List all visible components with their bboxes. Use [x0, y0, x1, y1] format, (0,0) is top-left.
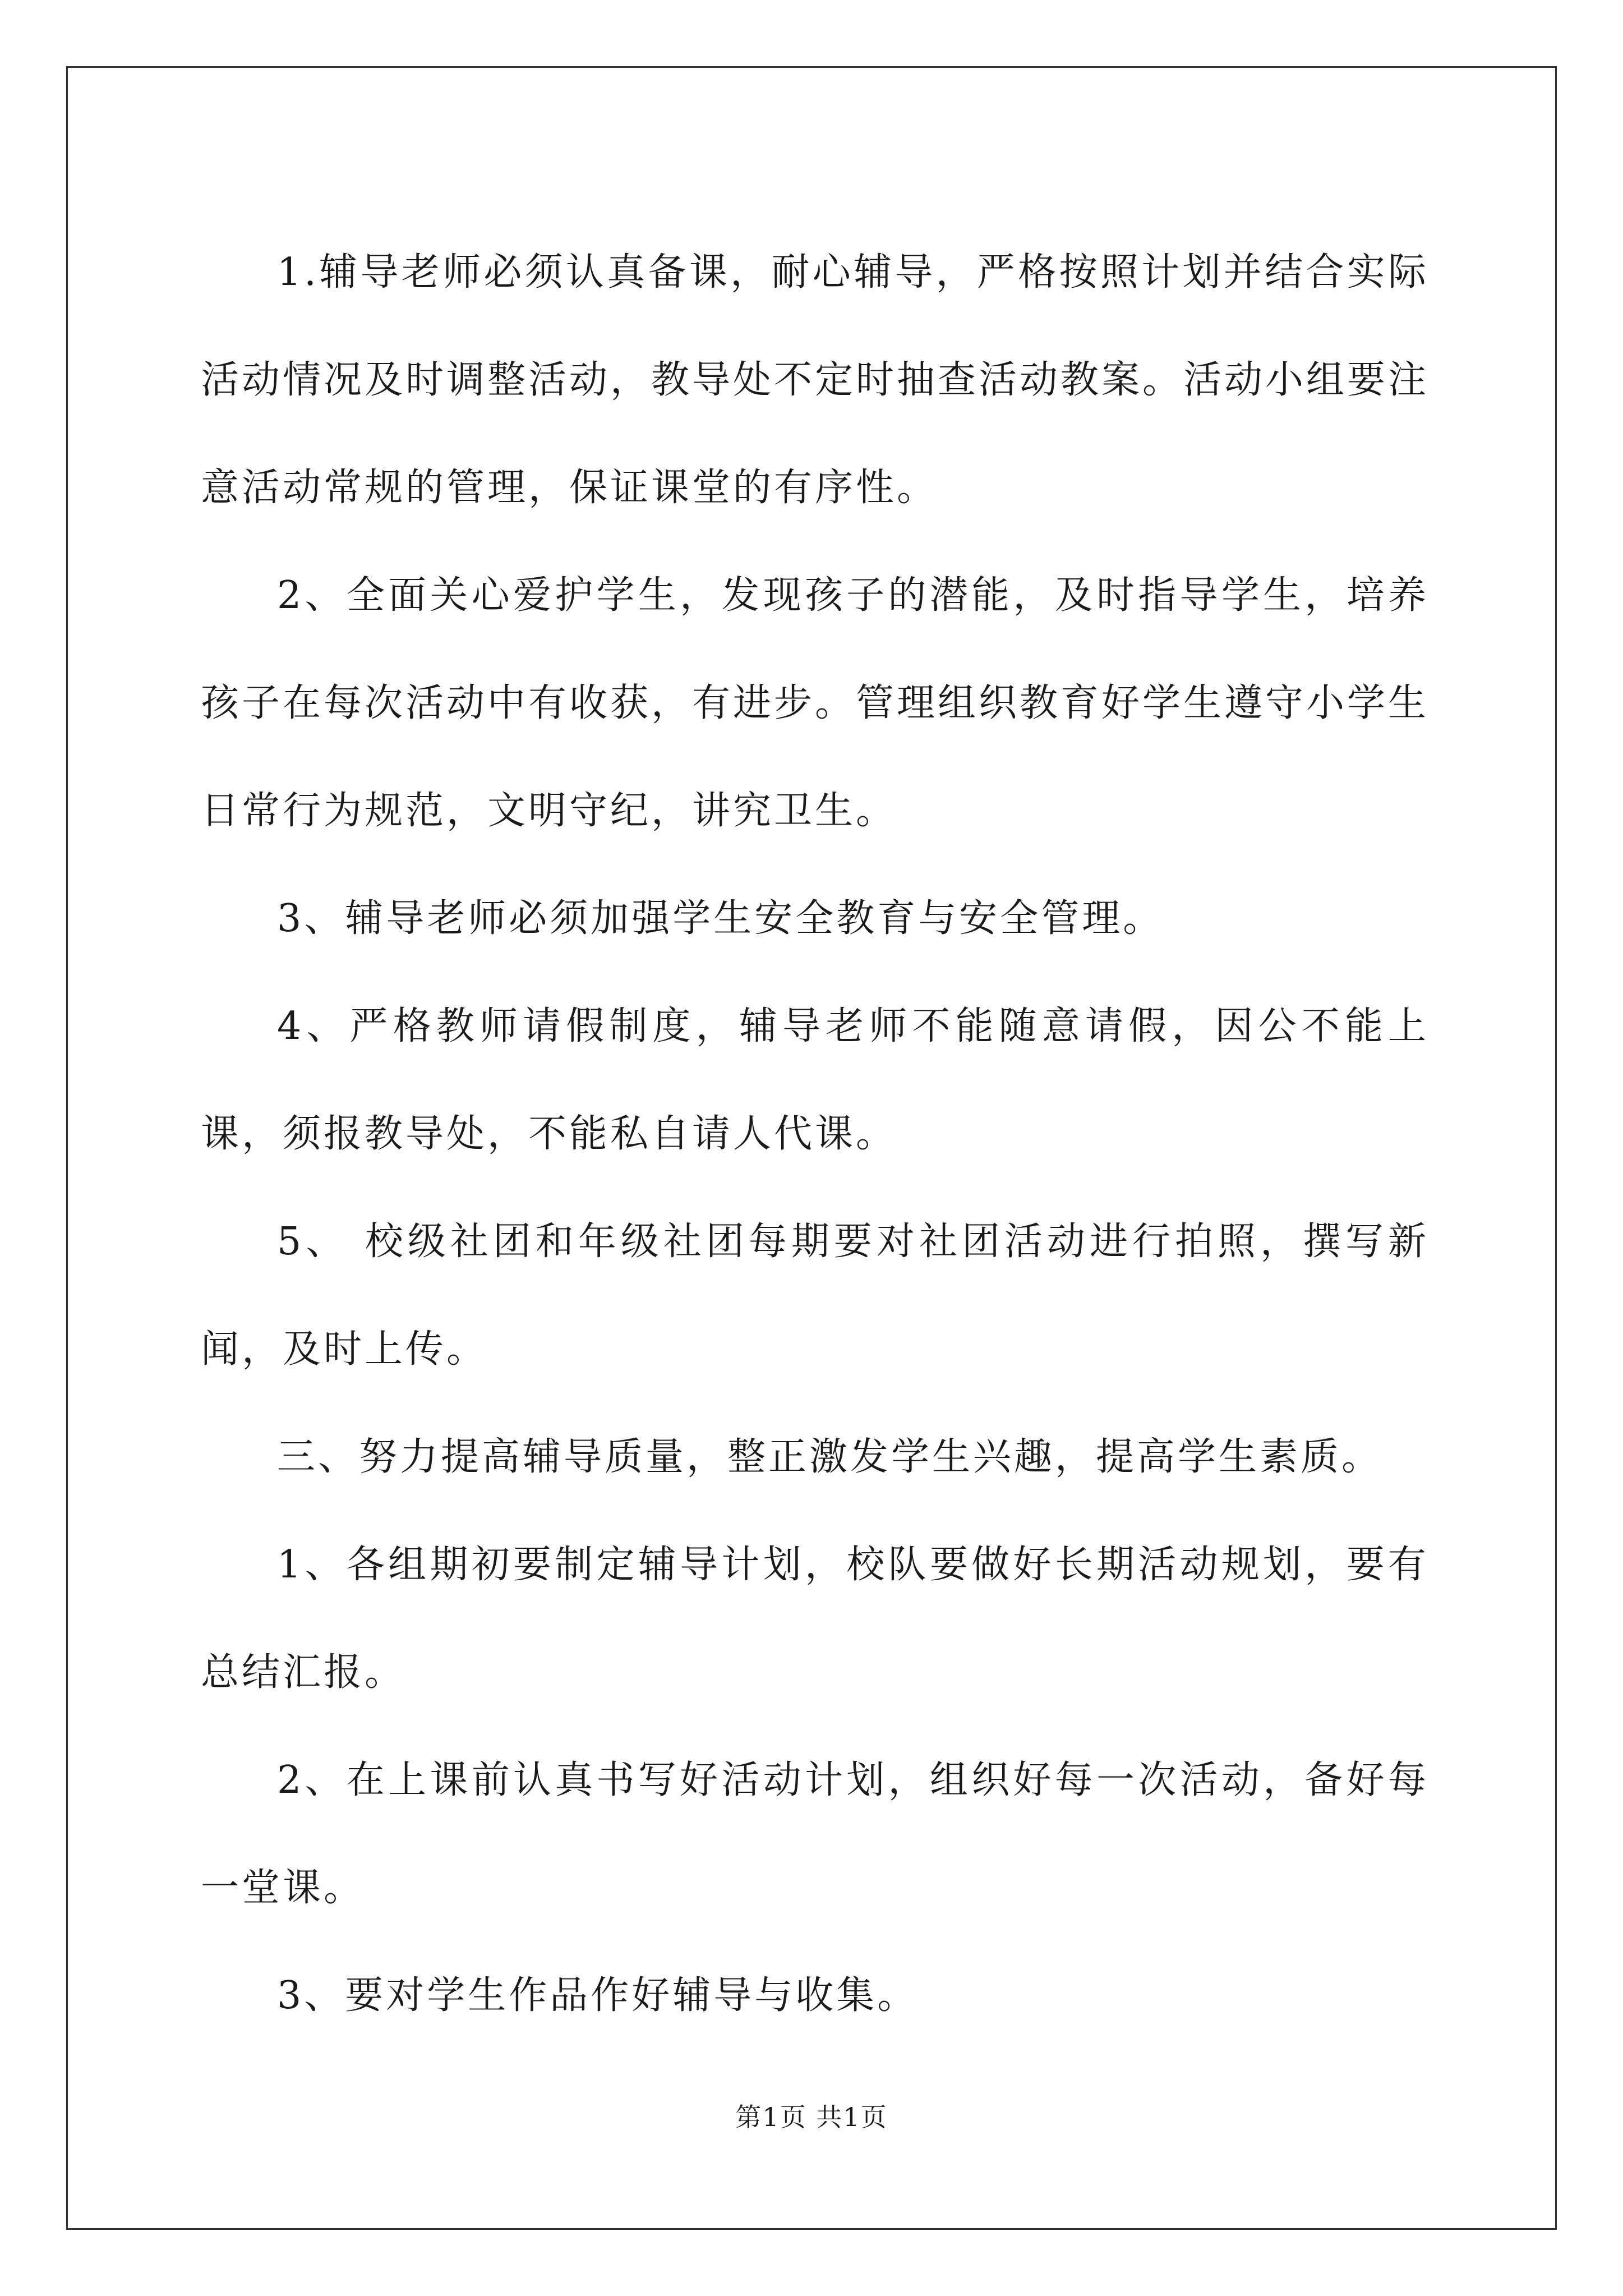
section-heading-3: 三、努力提高辅导质量，整正激发学生兴趣，提高学生素质。: [277, 1435, 1383, 1479]
paragraph-6: 1、各组期初要制定辅导计划，校队要做好长期活动规划，要有总结汇报。: [201, 1543, 1429, 1695]
paragraph-2: 2、全面关心爱护学生，发现孩子的潜能，及时指导学生，培养孩子在每次活动中有收获，有进步。管理组织教育好学生遵守小学生日常行为规范，文明守纪，讲究卫生。: [201, 573, 1430, 833]
document-body: [201, 219, 1429, 2050]
paragraph-4: 4、严格教师请假制度，辅导老师不能随意请假，因公不能上课，须报教导处，不能私自请人代课。: [201, 1004, 1429, 1156]
paragraph-8: 3、要对学生作品作好辅导与收集。: [277, 1973, 919, 2018]
paragraph-7: 2、在上课前认真书写好活动计划，组织好每一次活动，备好每一堂课。: [201, 1758, 1429, 1910]
paragraph-1: 1.辅导老师必须认真备课，耐心辅导，严格按照计划并结合实际活动情况及时调整活动，教导处不定时抽查活动教案。活动小组要注意活动常规的管理，保证课堂的有序性。: [201, 250, 1430, 510]
page-number-footer: 第1页 共1页: [735, 2102, 888, 2132]
paragraph-3: 3、辅导老师必须加强学生安全教育与安全管理。: [277, 896, 1164, 941]
paragraph-5: 5、 校级社团和年级社团每期要对社团活动进行拍照，撰写新闻，及时上传。: [201, 1220, 1429, 1372]
